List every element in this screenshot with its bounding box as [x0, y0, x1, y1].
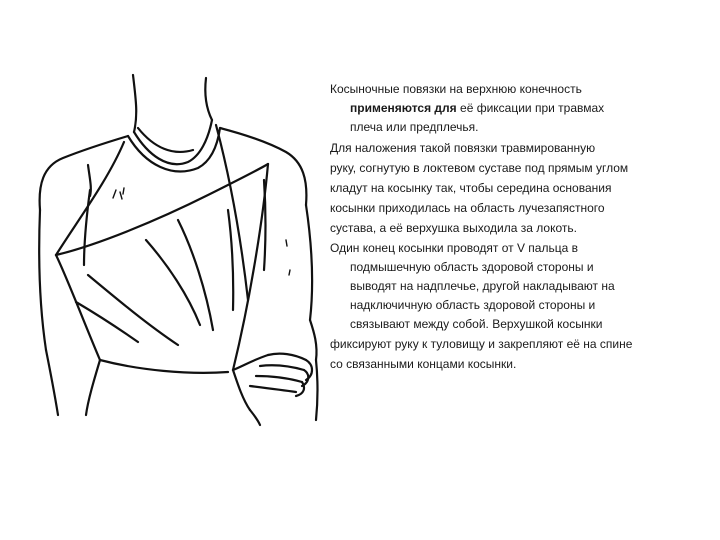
arm-sling-illustration [28, 70, 328, 435]
fixation-line: надключичную область здоровой стороны и [350, 298, 596, 312]
application-line: косынки приходилась на область лучезапястного [330, 201, 605, 215]
fixation-line: выводят на надплечье, другой накладывают на [350, 279, 615, 293]
intro-bold-phrase: применяются для [350, 101, 457, 115]
intro-line-3: плеча или предплечья. [350, 120, 479, 134]
fixation-line: фиксируют руку к туловищу и закрепляют её на спине [330, 337, 633, 351]
application-line: Для наложения такой повязки травмированную [330, 141, 596, 155]
fixation-line: связывают между собой. Верхушкой косынки [350, 317, 603, 331]
paragraph-application [330, 138, 680, 238]
application-line: сустава, а её верхушка выходила за локоть. [330, 221, 577, 235]
fixation-line: Один конец косынки проводят от V пальца в [330, 241, 578, 255]
intro-line-2-rest: её фиксации при травмах [456, 101, 605, 115]
intro-line-2 [330, 99, 680, 118]
description-text [330, 80, 680, 374]
fixation-line: подмышечную область здоровой стороны и [350, 260, 594, 274]
application-line: кладут на косынку так, чтобы середина основания [330, 181, 612, 195]
application-line: руку, согнутую в локтевом суставе под прямым углом [330, 161, 629, 175]
intro-line-1: Косыночные повязки на верхнюю конечность [330, 82, 582, 96]
paragraph-intro [330, 80, 680, 137]
arm-sling-drawing [28, 70, 328, 435]
paragraph-fixation [330, 238, 680, 374]
fixation-line: со связанными концами косынки. [330, 357, 517, 371]
